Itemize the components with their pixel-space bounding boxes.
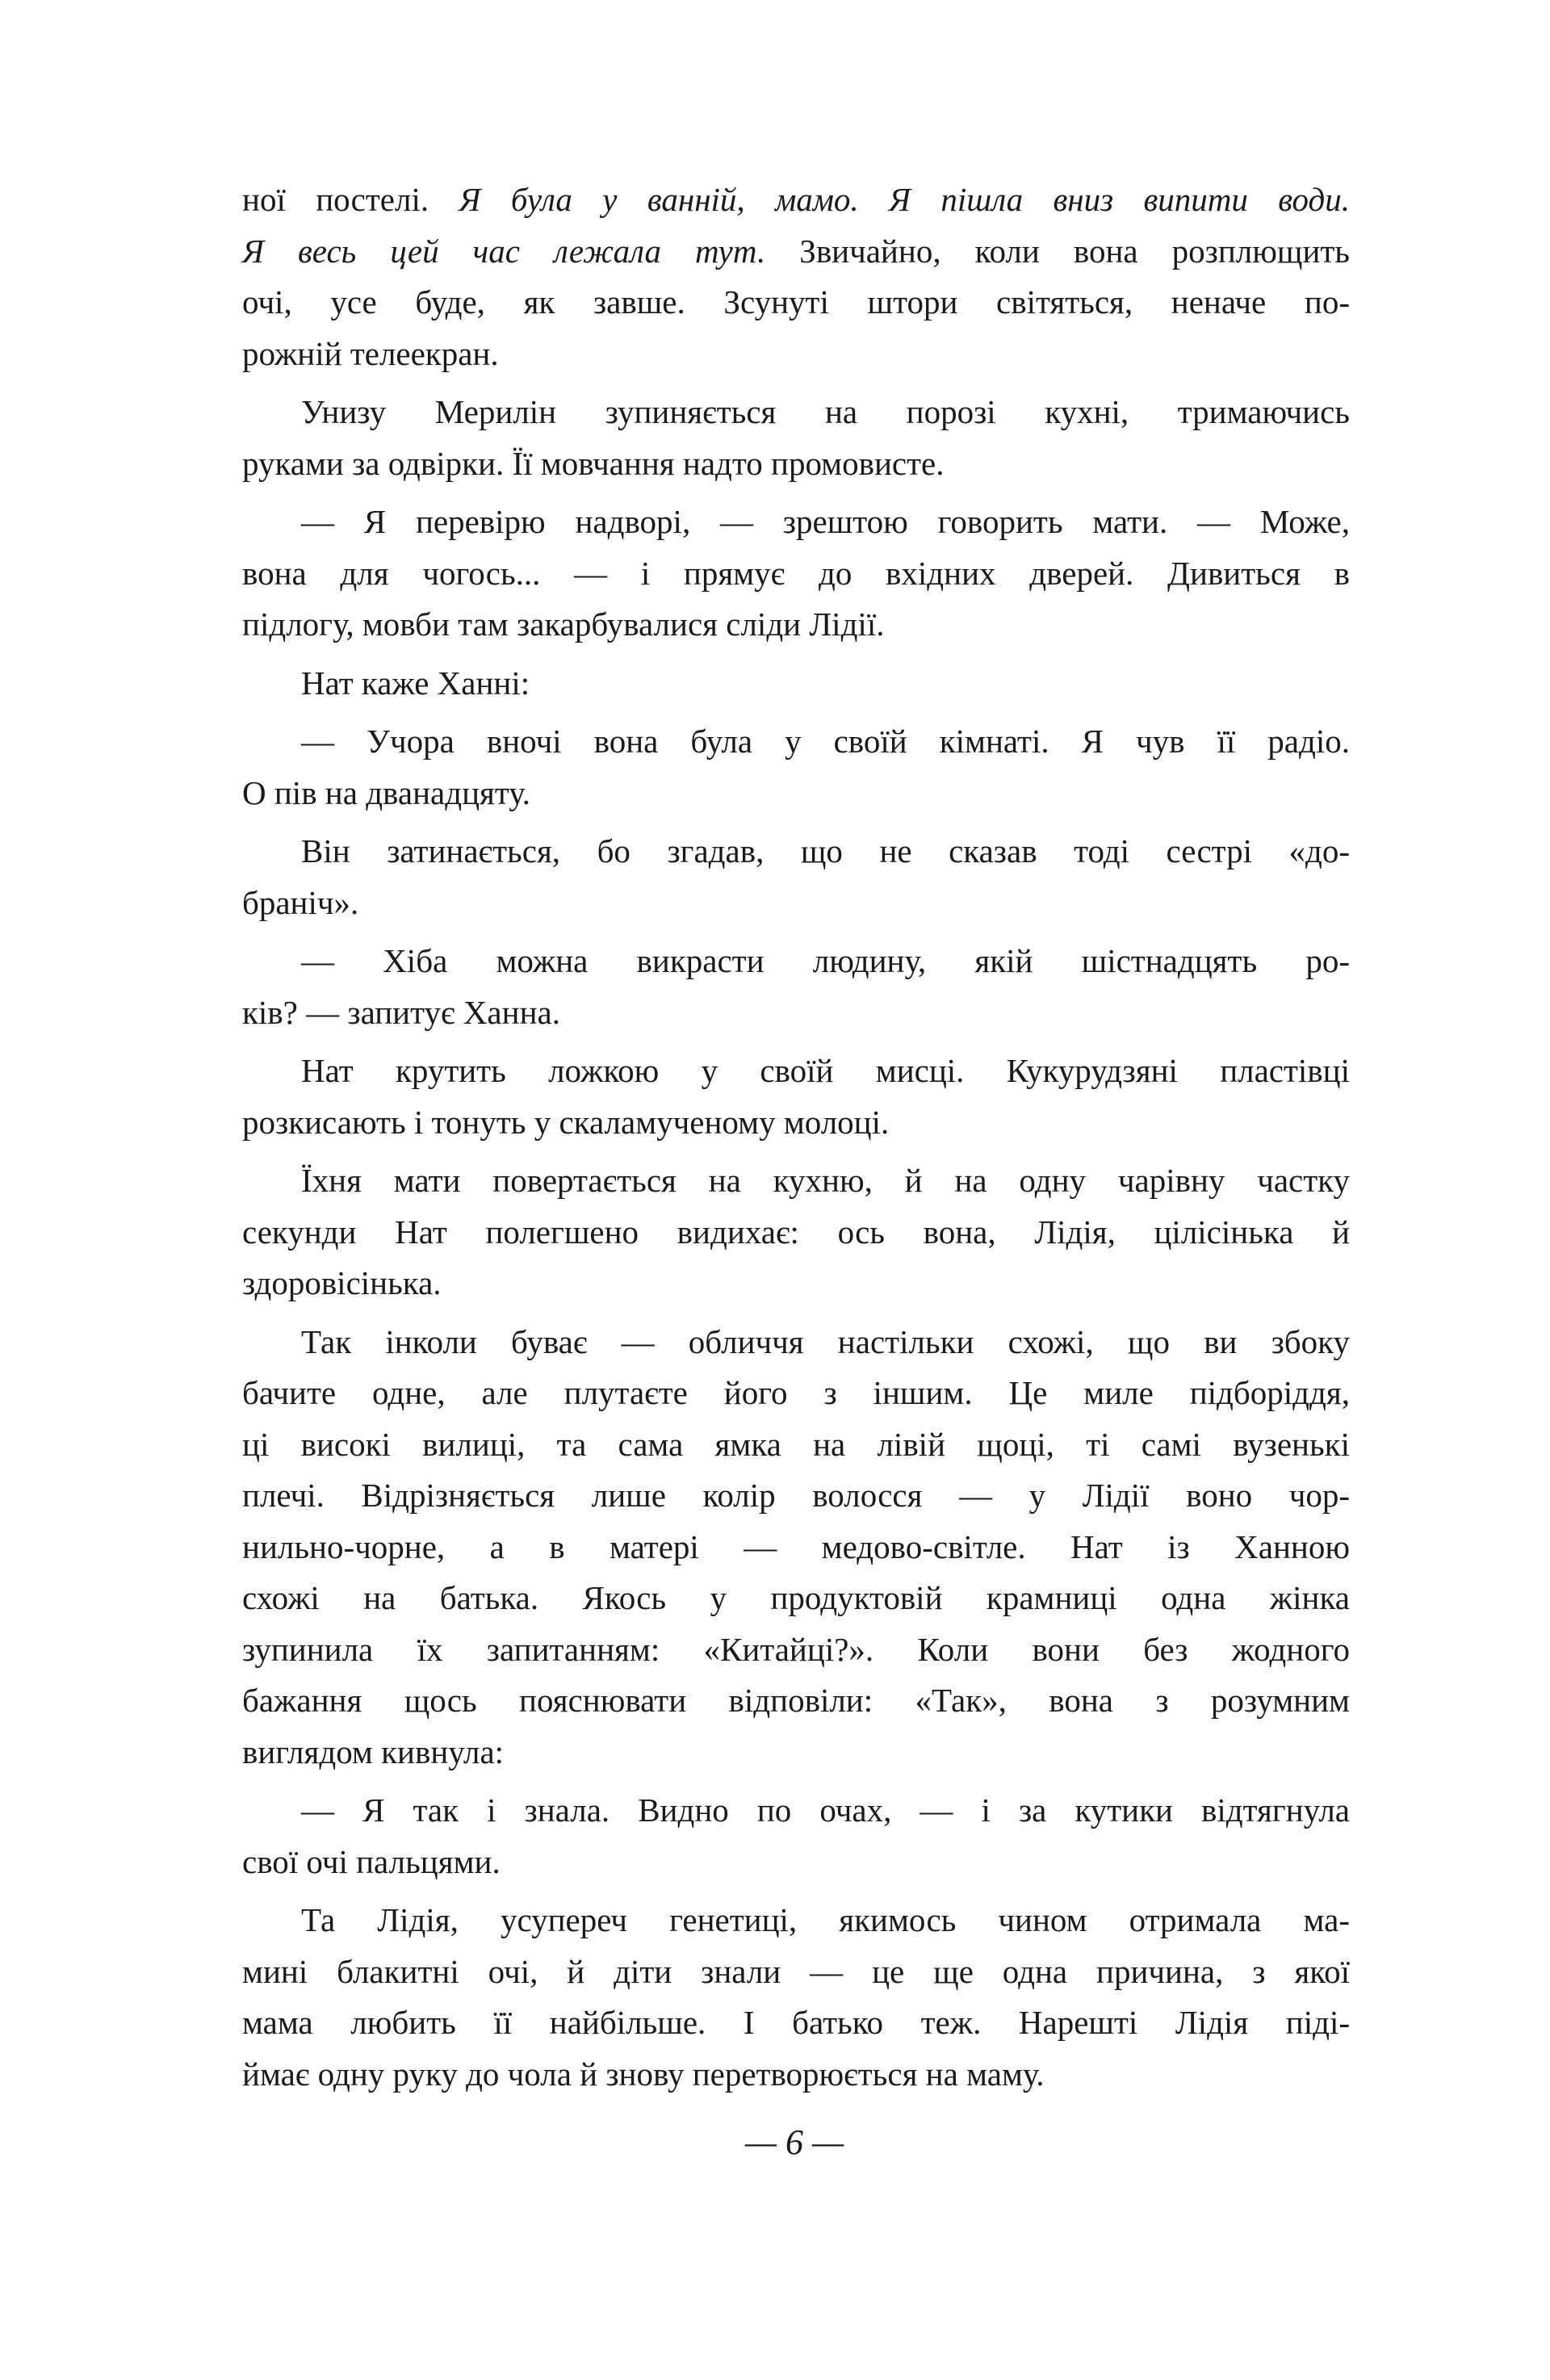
- text-line: [242, 1946, 1350, 1998]
- paragraph: [242, 174, 1350, 379]
- paragraph: [242, 387, 1350, 489]
- text-span: ймає одну руку до чола й знову перетворюється на маму.: [242, 2055, 1045, 2093]
- text-span: Нат крутить ложкою у своїй мисці. Кукурудзяні пластівці: [301, 1052, 1350, 1089]
- text-line: [242, 387, 1350, 438]
- text-line: [242, 1470, 1350, 1522]
- text-span: ці високі вилиці, та сама ямка на лівій щоці, ті самі вузенькі: [242, 1425, 1350, 1463]
- paragraph: [242, 1895, 1350, 2100]
- page-body-text: [242, 174, 1350, 2100]
- text-line: [242, 1207, 1350, 1259]
- paragraph: [242, 936, 1350, 1038]
- text-span: рожній телеекран.: [242, 334, 499, 372]
- text-span: Їхня мати повертається на кухню, й на одну чарівну частку: [301, 1162, 1350, 1199]
- text-line: [242, 1522, 1350, 1573]
- text-line: [242, 1727, 1350, 1779]
- paragraph: [242, 1155, 1350, 1309]
- text-line: [242, 1675, 1350, 1727]
- text-line: [242, 2049, 1350, 2101]
- text-line: [242, 1045, 1350, 1097]
- text-span: здоровісінька.: [242, 1264, 442, 1301]
- text-span: зупинила їх запитанням: «Китайці?». Коли вони без жодного: [242, 1630, 1350, 1668]
- text-span: Так інколи буває — обличчя настільки схожі, що ви збоку: [301, 1322, 1350, 1360]
- text-span: виглядом кивнула:: [242, 1733, 505, 1770]
- text-span: Звичайно, коли вона розплющить: [765, 232, 1351, 270]
- text-span: бажання щось пояснювати відповіли: «Так», вона з розумним: [242, 1682, 1350, 1719]
- text-line: [242, 1785, 1350, 1837]
- text-line: [242, 548, 1350, 600]
- text-line: [242, 878, 1350, 929]
- text-span: ної постелі.: [242, 181, 459, 218]
- text-span: схожі на батька. Якось у продуктовій крамниці одна жінка: [242, 1579, 1350, 1616]
- text-line: [242, 1097, 1350, 1149]
- text-span: плечі. Відрізняється лише колір волосся — у Лідії воно чор-: [242, 1477, 1350, 1514]
- text-span: підлогу, мовби там закарбувалися сліди Лідії.: [242, 605, 885, 643]
- italic-text: Я була у ванній, мамо. Я пішла вниз випити води.: [459, 181, 1350, 218]
- text-span: очі, усе буде, як завше. Зсунуті штори світяться, неначе по-: [242, 283, 1350, 321]
- text-line: [242, 438, 1350, 490]
- text-span: Нат каже Ханні:: [301, 664, 530, 702]
- text-line: [242, 174, 1350, 226]
- text-line: [242, 497, 1350, 548]
- text-span: мині блакитні очі, й діти знали — це ще одна причина, з якої: [242, 1952, 1350, 1990]
- text-line: [242, 1837, 1350, 1888]
- text-line: [242, 1895, 1350, 1946]
- text-span: — Я перевірю надворі, — зрештою говорить мати. — Може,: [301, 503, 1350, 540]
- text-span: — Я так і знала. Видно по очах, — і за кутики відтягнула: [301, 1791, 1350, 1829]
- text-span: вона для чогось... — і прямує до вхідних дверей. Дивиться в: [242, 554, 1350, 592]
- paragraph: [242, 1785, 1350, 1888]
- italic-text: Я весь цей час лежала тут.: [242, 232, 766, 270]
- text-line: [242, 1573, 1350, 1624]
- text-line: [242, 277, 1350, 329]
- text-line: [242, 716, 1350, 768]
- text-line: [242, 987, 1350, 1039]
- text-span: — Учора вночі вона була у своїй кімнаті. Я чув її радіо.: [301, 723, 1350, 760]
- text-span: мама любить її найбільше. І батько теж. Нарешті Лідія піді-: [242, 2004, 1350, 2041]
- paragraph: [242, 658, 1350, 710]
- text-line: [242, 1155, 1350, 1207]
- text-line: [242, 226, 1350, 278]
- text-span: — Хіба можна викрасти людину, якій шістнадцять ро-: [301, 942, 1350, 979]
- text-line: [242, 329, 1350, 380]
- text-line: [242, 936, 1350, 987]
- text-span: секунди Нат полегшено видихає: ось вона, Лідія, цілісінька й: [242, 1213, 1350, 1251]
- text-span: Він затинається, бо згадав, що не сказав тоді сестрі «до-: [301, 832, 1350, 869]
- paragraph: [242, 1045, 1350, 1148]
- text-line: [242, 1419, 1350, 1471]
- text-span: нильно-чорне, а в матері — медово-світле. Нат із Ханною: [242, 1527, 1350, 1565]
- text-span: руками за одвірки. Її мовчання надто промовисте.: [242, 444, 945, 482]
- text-line: [242, 768, 1350, 819]
- text-span: свої очі пальцями.: [242, 1842, 501, 1880]
- text-line: [242, 658, 1350, 710]
- paragraph: [242, 497, 1350, 651]
- text-span: браніч».: [242, 883, 359, 921]
- text-line: [242, 1997, 1350, 2049]
- text-span: Унизу Мерилін зупиняється на порозі кухні, тримаючись: [301, 393, 1350, 430]
- text-line: [242, 1258, 1350, 1309]
- text-span: ків? — запитує Ханна.: [242, 993, 560, 1031]
- text-line: [242, 1368, 1350, 1419]
- paragraph: [242, 826, 1350, 928]
- paragraph: [242, 716, 1350, 819]
- text-span: Та Лідія, усупереч генетиці, якимось чином отримала ма-: [301, 1901, 1350, 1938]
- text-span: бачите одне, але плутаєте його з іншим. Це миле підборіддя,: [242, 1374, 1350, 1411]
- text-line: [242, 599, 1350, 651]
- text-span: О пів на дванадцяту.: [242, 773, 530, 811]
- text-line: [242, 826, 1350, 878]
- text-span: розкисають і тонуть у скаламученому молоці.: [242, 1103, 890, 1141]
- page-number: — 6 —: [744, 2122, 844, 2162]
- paragraph: [242, 1317, 1350, 1779]
- text-line: [242, 1317, 1350, 1368]
- text-line: [242, 1624, 1350, 1676]
